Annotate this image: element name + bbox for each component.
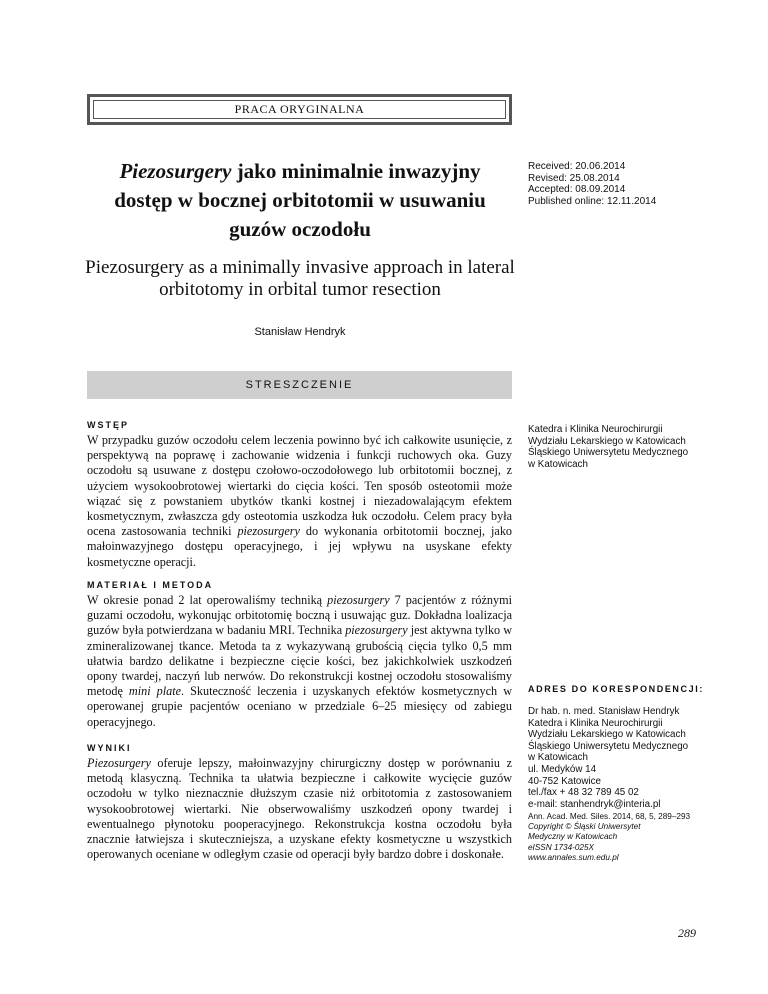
- methods-text-italic-1: piezosurgery: [327, 593, 390, 607]
- correspondence-line: 40-752 Katowice: [528, 775, 601, 787]
- correspondence-line: ul. Medyków 14: [528, 763, 597, 775]
- affiliation-line: Katedra i Klinika Neurochirurgii: [528, 424, 663, 435]
- date-revised: Revised: 25.08.2014: [528, 172, 620, 184]
- correspondence-email[interactable]: e-mail: stanhendryk@interia.pl: [528, 798, 661, 810]
- section-text-intro: [87, 433, 512, 570]
- correspondence-heading: ADRES DO KORESPONDENCJI:: [528, 684, 704, 694]
- citation-journal: Ann. Acad. Med. Siles. 2014, 68, 5, 289–293: [528, 812, 691, 821]
- article-category: PRACA ORYGINALNA: [93, 100, 506, 119]
- citation-block: [528, 812, 690, 863]
- citation-copyright: Copyright © Śląski Uniwersytet Medyczny w Katowicach: [528, 822, 641, 842]
- section-heading-intro: WSTĘP: [87, 420, 130, 430]
- methods-text-italic-3: mini plate: [128, 684, 182, 699]
- correspondence-address: [528, 706, 688, 810]
- methods-text-4: . Skuteczność leczenia i uzyskanych efektów kosmetycznych w operowanej grupie pacjentów oceniano w przedziale 6–25 miesięcy od zabiegu operacyjnego.: [87, 684, 512, 729]
- correspondence-line: tel./fax + 48 32 789 45 02: [528, 787, 639, 799]
- section-text-results: [87, 756, 512, 862]
- article-dates: [528, 161, 656, 207]
- methods-text-2: 7 pacjentów z różnymi guzami oczodołu, wykonując orbitotomię boczną i usuwając guz. Dokładna loalizacja guzów była potwierdzana w badaniu MRI. Technika: [87, 593, 512, 638]
- correspondence-line: Wydziału Lekarskiego w Katowicach: [528, 729, 686, 741]
- citation-issn: eISSN 1734-025X: [528, 842, 594, 852]
- affiliation: [528, 424, 688, 470]
- title-english: Piezosurgery as a minimally invasive approach in lateral orbitotomy in orbital tumor resection: [85, 257, 515, 300]
- intro-text-2: do wykonania orbitotomii bocznej, jako małoinwazyjnego dostępu operacyjnego, i jej wpływu na usyskane efekty kosmetyczne operacji.: [87, 524, 513, 569]
- methods-text-italic-2: piezosurgery: [345, 623, 408, 638]
- date-received: Received: 20.06.2014: [528, 161, 626, 172]
- title-polish-italic: Piezosurgery: [119, 159, 232, 183]
- affiliation-line: w Katowicach: [528, 458, 588, 470]
- abstract-heading: STRESZCZENIE: [87, 371, 512, 399]
- results-text-italic: Piezosurgery: [87, 756, 151, 770]
- date-accepted: Accepted: 08.09.2014: [528, 184, 626, 196]
- section-text-methods: [87, 593, 512, 730]
- author: Stanisław Hendryk: [254, 326, 346, 338]
- intro-text-1: W przypadku guzów oczodołu celem leczenia powinno być ich całkowite usunięcie, z perspektywą na poprawę i zachowanie widzenia i funkcji ruchowych oka. Guzy oczodołu są usuwane z dostępu czołowo-oczodołowego lub orbitotomii bocznej, z użyciem wysokoobrotowej wiertarki do cięcia kości. Ten sposób osteotomii może wiązać się z powstaniem ubytków tkanki kostnej i niezadowalającym efektem kosmetycznym, zwłaszcza gdy osteotomia uszkodza łuk oczodołu. Celem pracy była ocena zastosowania techniki: [87, 433, 512, 539]
- article-category-box: [87, 94, 512, 125]
- title-polish: [95, 157, 505, 244]
- methods-text-1: W okresie ponad 2 lat operowaliśmy techniką: [87, 593, 328, 607]
- title-polish-rest: jako minimalnie inwazyjny dostęp w bocznej orbitotomii w usuwaniu guzów oczodołu: [114, 159, 486, 241]
- correspondence-line: Śląskiego Uniwersytetu Medycznego: [528, 740, 689, 752]
- section-heading-methods: MATERIAŁ I METODA: [87, 580, 214, 590]
- correspondence-line: Dr hab. n. med. Stanisław Hendryk: [528, 706, 680, 717]
- correspondence-line: Katedra i Klinika Neurochirurgii: [528, 717, 663, 729]
- section-heading-results: WYNIKI: [87, 743, 132, 753]
- page-number: 289: [678, 926, 696, 940]
- affiliation-line: Wydziału Lekarskiego w Katowicach: [528, 435, 686, 447]
- citation-url[interactable]: www.annales.sum.edu.pl: [528, 852, 619, 862]
- date-published: Published online: 12.11.2014: [528, 195, 657, 207]
- results-text-1: oferuje lepszy, małoinwazyjny chirurgiczny dostęp w porównaniu z metodą klasyczną. Technika ta ułatwia bezpieczne i całkowite wycięcie guzów oczodołu w tylko nieznacznie dłuższym czasie niż orbitotomia z zastosowaniem wysokoobrotowej wiertarki. Nie obserwowaliśmy uszkodzeń opony twardej i ewentualnego płynotoku pooperacyjnego. Rekonstrukcja kostna oczodołu była znacznie łatwiejsza i skuteczniejsza, a uzyskane efekty kosmetyczne u wszystkich operowanych oceniane w odległym czasie od operacji były bardzo dobre i doskonałe.: [87, 756, 512, 862]
- methods-text-3: jest aktywna tylko w zmineralizowanej tkance. Metoda ta z wykazywaną grubością cięcia tylko 0,5 mm ułatwia bardzo delikatne i bezpieczne cięcie kości, bez jakichkolwiek uszkodzeń opony twardej, naczyń lub nerwów. Do rekonstrukcji kostnej oczodołu stosowaliśmy metodę: [87, 623, 512, 699]
- intro-text-italic: piezosurgery: [237, 524, 300, 539]
- affiliation-line: Śląskiego Uniwersytetu Medycznego: [528, 447, 689, 459]
- correspondence-line: w Katowicach: [528, 752, 588, 764]
